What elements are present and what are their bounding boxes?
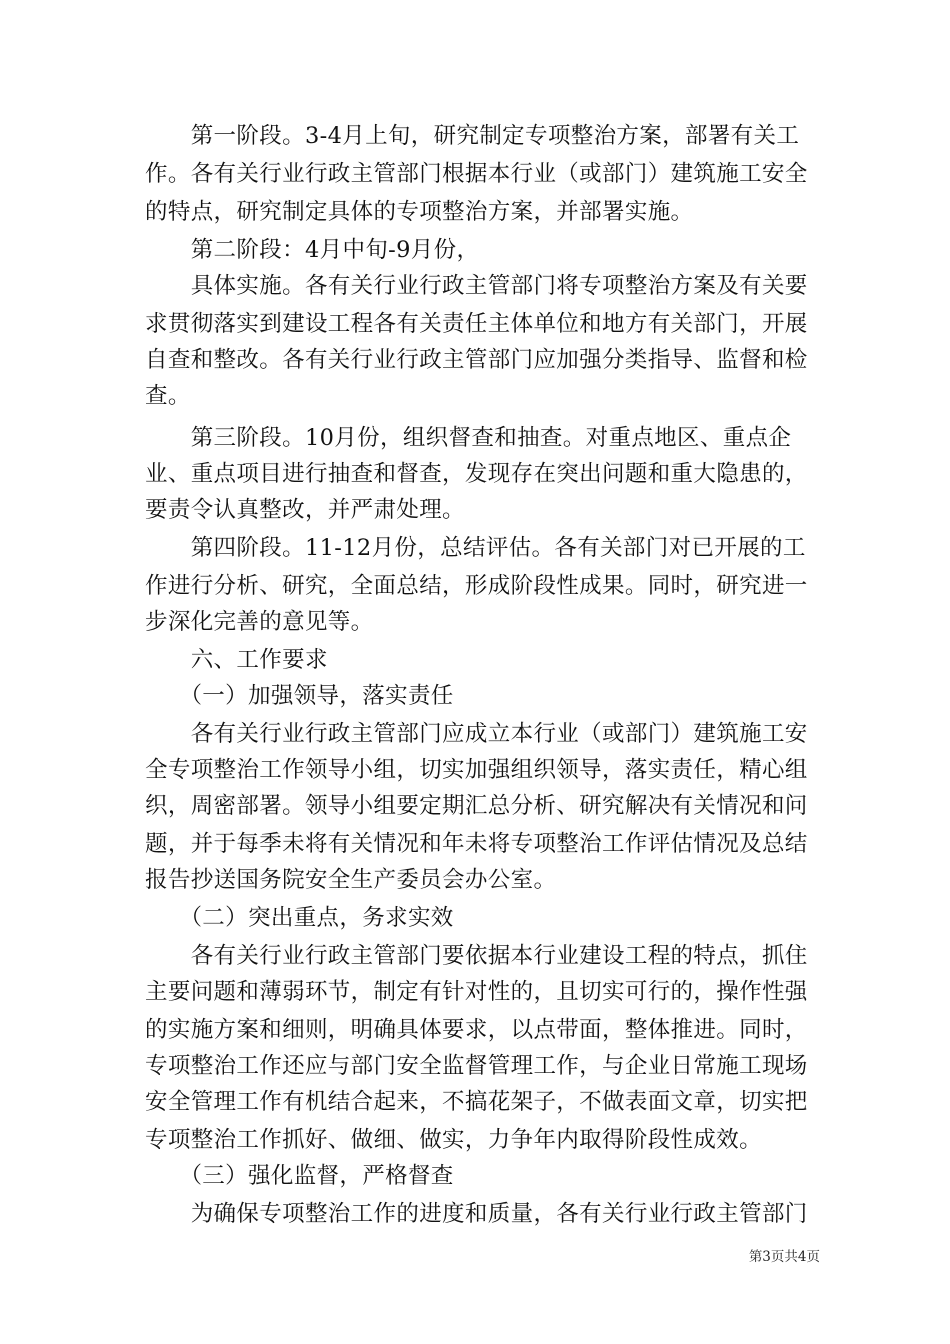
section-heading: 六、工作要求 (145, 647, 328, 673)
text-line: 的实施方案和细则，明确具体要求，以点带面，整体推进。同时， (145, 1017, 808, 1043)
subsection-heading: （三）强化监督，严格督查 (145, 1163, 454, 1189)
text-line: 第三阶段。10月份，组织督查和抽查。对重点地区、重点企 (145, 425, 792, 451)
text-line: 专项整治工作抓好、做细、做实，力争年内取得阶段性成效。 (145, 1127, 762, 1153)
text-line: 求贯彻落实到建设工程各有关责任主体单位和地方有关部门，开展 (145, 311, 808, 337)
text-line: 自查和整改。各有关行业行政主管部门应加强分类指导、监督和检 (145, 347, 808, 373)
text-line: 查。 (145, 383, 191, 409)
text-line: 安全管理工作有机结合起来，不搞花架子，不做表面文章，切实把 (145, 1089, 808, 1115)
text-line: 主要问题和薄弱环节，制定有针对性的，且切实可行的，操作性强 (145, 979, 808, 1005)
text-line: 要责令认真整改，并严肃处理。 (145, 497, 465, 523)
text-line: 第一阶段。3-4月上旬，研究制定专项整治方案，部署有关工 (145, 123, 800, 149)
text-line: 作。各有关行业行政主管部门根据本行业（或部门）建筑施工安全 (145, 161, 808, 187)
text-line: 步深化完善的意见等。 (145, 609, 374, 635)
text-line: 的特点，研究制定具体的专项整治方案，并部署实施。 (145, 199, 694, 225)
text-line: 报告抄送国务院安全生产委员会办公室。 (145, 867, 557, 893)
text-line: 业、重点项目进行抽查和督查，发现存在突出问题和重大隐患的， (145, 461, 808, 487)
text-line: 各有关行业行政主管部门要依据本行业建设工程的特点，抓住 (145, 943, 808, 969)
subsection-heading: （一）加强领导，落实责任 (145, 683, 454, 709)
subsection-heading: （二）突出重点，务求实效 (145, 905, 454, 931)
text-line: 作进行分析、研究，全面总结，形成阶段性成果。同时，研究进一 (145, 573, 808, 599)
text-line: 第四阶段。11-12月份，总结评估。各有关部门对已开展的工 (145, 535, 806, 561)
text-line: 各有关行业行政主管部门应成立本行业（或部门）建筑施工安 (145, 721, 808, 747)
text-line: 全专项整治工作领导小组，切实加强组织领导，落实责任，精心组 (145, 757, 808, 783)
page-number: 第3页共4页 (748, 1249, 820, 1265)
text-line: 题，并于每季未将有关情况和年未将专项整治工作评估情况及总结 (145, 831, 808, 857)
text-line: 第二阶段：4月中旬-9月份， (145, 237, 480, 263)
text-line: 为确保专项整治工作的进度和质量，各有关行业行政主管部门 (145, 1201, 808, 1227)
text-line: 织，周密部署。领导小组要定期汇总分析、研究解决有关情况和问 (145, 793, 808, 819)
text-line: 专项整治工作还应与部门安全监督管理工作，与企业日常施工现场 (145, 1053, 808, 1079)
text-line: 具体实施。各有关行业行政主管部门将专项整治方案及有关要 (145, 273, 808, 299)
